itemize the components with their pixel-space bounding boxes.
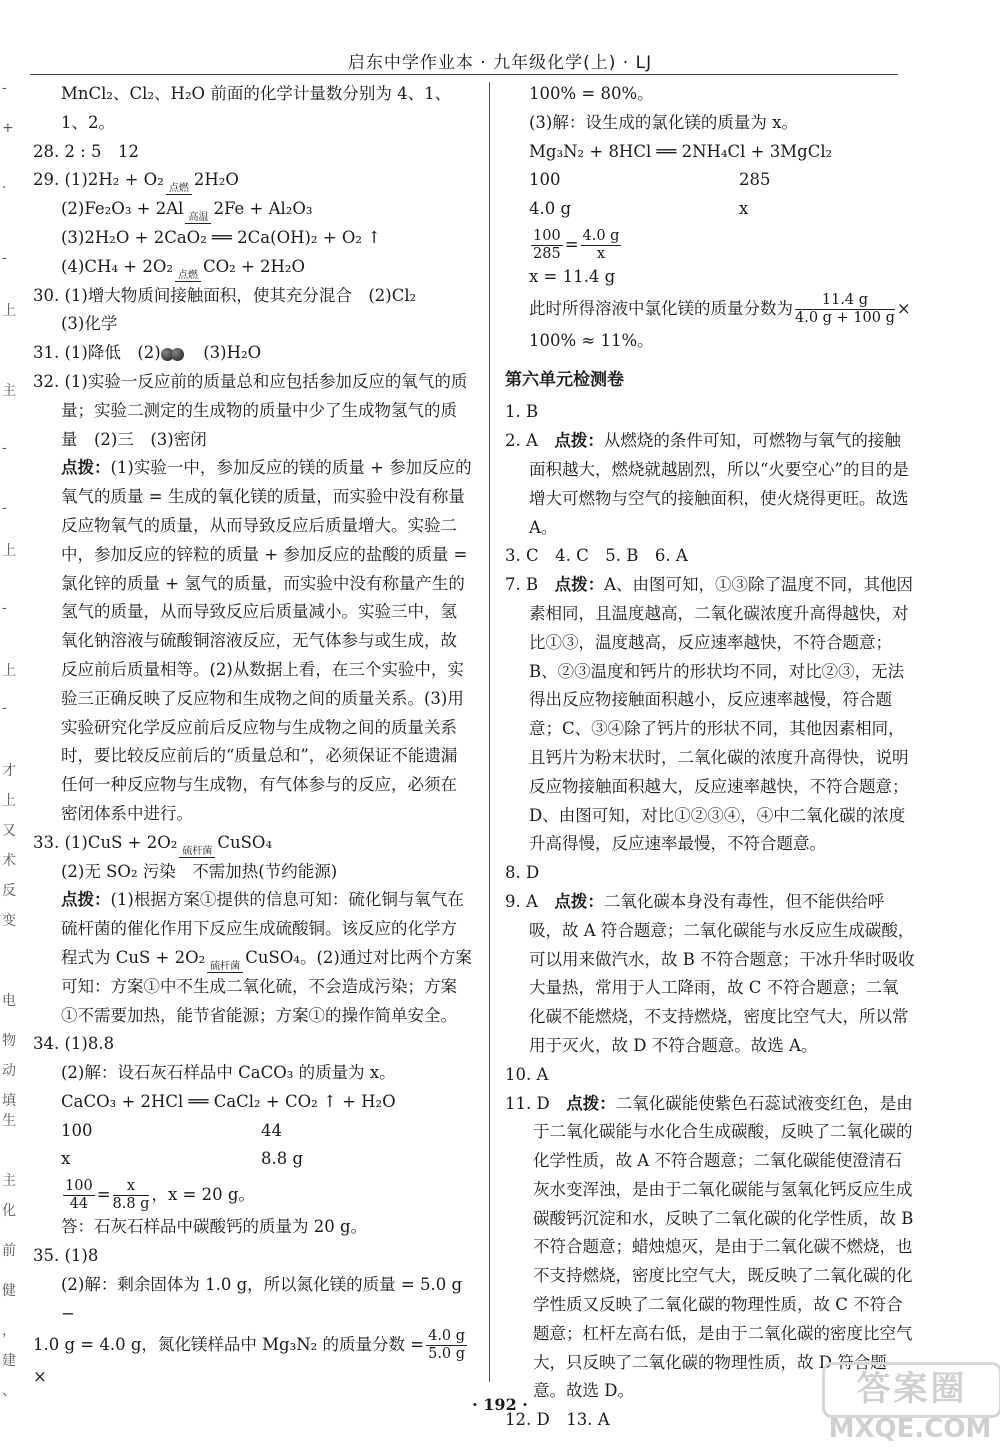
answer-10: 10. A	[505, 1064, 549, 1084]
denominator: 285	[533, 245, 561, 262]
watermark-logo	[822, 1362, 998, 1450]
answer-text: ×	[33, 1367, 47, 1387]
numerator: 4.0 g	[428, 1328, 466, 1345]
numerator: 100	[65, 1178, 93, 1195]
watermark-text: 答案圈	[822, 1362, 1000, 1418]
fraction	[113, 1178, 150, 1213]
denominator: x	[596, 245, 606, 262]
answer-key: 9. A	[505, 891, 555, 911]
edge-fragment: -	[2, 600, 7, 616]
answer-29-3: (3)2H₂O + 2CaO₂ ══ 2Ca(OH)₂ + O₂ ↑	[61, 227, 382, 247]
result-text: ，x = 20 g。	[151, 1185, 255, 1205]
answer-text: 此时所得溶液中氯化镁的质量分数为	[529, 298, 793, 318]
condition-label: 点燃	[175, 270, 201, 282]
answer-text: (3)H₂O	[186, 343, 262, 363]
edge-fragment: 又	[2, 823, 16, 839]
answer-35-2: (2)解：剩余固体为 1.0 g，所以氮化镁的质量 = 5.0 g −	[61, 1274, 463, 1323]
answer-3-6: 3. C 4. C 5. B 6. A	[505, 546, 688, 566]
answer-12-13: 12. D 13. A	[505, 1410, 610, 1430]
equation-text: 29. (1)2H₂ + O₂	[33, 170, 164, 190]
calc-row	[33, 1117, 473, 1146]
calc-cell: x	[61, 1149, 71, 1169]
answer-29-1	[33, 166, 473, 195]
header-rule	[30, 74, 898, 75]
edge-fragment: -	[2, 440, 7, 456]
equation-35: Mg₃N₂ + 8HCl ══ 2NH₄Cl + 3MgCl₂	[529, 141, 833, 161]
percent-result: 100% ≈ 11%。	[529, 330, 654, 350]
edge-fragment: +	[2, 120, 14, 136]
edge-fragment: 主	[2, 383, 16, 399]
fraction	[426, 1328, 467, 1363]
percent-line	[505, 292, 915, 327]
edge-fragment: 上	[2, 663, 16, 679]
condition-label: 高温	[185, 212, 211, 224]
edge-fragment: -	[2, 250, 7, 266]
result-line: x = 11.4 g	[529, 266, 616, 286]
hint-text: 二氧化碳本身没有毒性，但不能供给呼吸，故 A 符合题意；二氧化碳能与水反应生成碳酸，可以用来做汽水，故 B 不符合题意；干冰升华时吸收大量热，常用于人工降雨，故 C 不符合题意；二氧化碳不能燃烧，不支持燃烧，密度比空气大，所以常用于灭火，故 D 不符合题意。故选 A。	[529, 891, 915, 1055]
edge-fragment: 才	[2, 763, 16, 779]
equation-text: 2Fe + Al₂O₃	[213, 199, 313, 219]
reaction-condition	[207, 961, 243, 973]
numerator: 4.0 g	[582, 227, 620, 244]
numerator: x	[113, 1178, 150, 1196]
answer-34-conclusion: 答：石灰石样品中碳酸钙的质量为 20 g。	[61, 1217, 368, 1237]
reaction-condition	[175, 270, 201, 282]
hint-label: 点拨：	[61, 890, 111, 910]
answer-key: 7. B	[505, 575, 555, 595]
text-line: (3)解：设生成的氯化镁的质量为 x。	[529, 112, 798, 132]
answer-key: 11. D	[505, 1093, 567, 1113]
answer-33-2: (2)无 SO₂ 污染 不需加热(节约能源)	[61, 861, 338, 881]
hint-text: 从燃烧的条件可知，可燃物与氧气的接触面积越大，燃烧就越剧烈，所以“火要空心”的目的是增大可燃物与空气的接触面积，使火烧得更旺。故选 A。	[529, 431, 909, 537]
answer-35-1: 35. (1)8	[33, 1246, 99, 1266]
proportion-35: $\frac{100}{285}$ = $\frac{4.0 g}{x}$	[533, 227, 620, 262]
calc-cell: 44	[261, 1120, 282, 1140]
hint-33	[33, 886, 473, 1030]
answer-text: 1.0 g = 4.0 g，氮化镁样品中 Mg₃N₂ 的质量分数 =	[33, 1335, 425, 1355]
page-header: 启东中学作业本 · 九年级化学(上) · LJ	[347, 53, 653, 73]
answer-28: 28. 2 : 5 12	[33, 141, 140, 161]
edge-fragment: 、	[2, 1383, 16, 1399]
fraction	[581, 228, 622, 263]
answer-30: 30. (1)增大物质间接触面积，使其充分混合 (2)Cl₂	[33, 285, 417, 305]
denominator: 44	[69, 1196, 89, 1213]
edge-fragment: 填	[2, 1093, 16, 1109]
hint-text: (1)实验一中，参加反应的镁的质量 + 参加反应的氧气的质量 = 生成的氧化镁的质量，而实验中没有称量反应物氧气的质量，从而导致反应后质量增大。实验二中，参加反应的锌粒的质量 + 参加反应的盐酸的质量 = 氯化锌的质量 + 氢气的质量，而实验中没有称量产生的氢气的质量，从而导致反应后质量减小。实验三中，氢氧化钠溶液与硫酸铜溶液反应，无气体参与或生成，故反应前后质量相等。(2)从数据上看，在三个实验中，实验三正确反映了反应物和生成物之间的质量关系。(3)用实验研究化学反应前后反应物与生成物之间的质量关系时，要比较反应前后的“质量总和”，必须保证不能遗漏任何一种反应物与生成物，有气体参与的反应，必须在密闭体系中进行。	[61, 458, 472, 823]
denominator: 4.0 g + 100 g	[795, 309, 895, 326]
hint-text: CuSO₄。(2)通过对比两个方案可知：方案①中不生成二氧化硫，不会造成污染；方案①不需要加热，能节省能源；方案①的操作简单安全。	[61, 947, 472, 1025]
answer-text: 31. (1)降低 (2)	[33, 343, 161, 363]
hint-label: 点拨：	[61, 458, 111, 478]
calc-row	[505, 166, 915, 195]
edge-fragment: 术	[2, 853, 16, 869]
answer-key: 2. A	[505, 431, 555, 451]
denominator: 5.0 g	[428, 1346, 466, 1363]
fraction	[63, 1178, 95, 1213]
edge-fragment: 电	[2, 993, 16, 1009]
calc-cell: 285	[739, 170, 771, 190]
edge-fragment: 上	[2, 303, 16, 319]
hint-text: A、由图可知，①③除了温度不同，其他因素相同，且温度越高，二氧化碳浓度升高得越快，对比①③，温度越高，反应速率越快，不符合题意；B、②③温度和钙片的形状均不同，对比②③，无法得出反应物接触面积越小，反应速率越慢，符合题意；C、③④除了钙片的形状不同，其他因素相同，且钙片为粉末状时，二氧化碳的浓度升高得快，说明反应物接触面积越大，反应速率越快，不符合题意；D、由图可知，对比①②③④，④中二氧化碳的浓度升高得慢，反应速率最慢，不符合题意。	[529, 575, 914, 854]
equation-text: 2H₂O	[193, 170, 239, 190]
hint-text: (1)根据方案①提供的信息可知：硫化铜与氧气在硫杆菌的催化作用下反应生成硫酸铜。该反应的化学方程式为 CuS + 2O₂	[61, 890, 464, 967]
edge-fragment: 反	[2, 883, 16, 899]
page-number: · 192 ·	[472, 1395, 528, 1414]
edge-fragment: -	[2, 700, 7, 716]
equation-text: (4)CH₄ + 2O₂	[61, 256, 173, 276]
answer-30-3: (3)化学	[61, 314, 118, 334]
fraction	[795, 292, 895, 327]
hint-text: 二氧化碳能使紫色石蕊试液变红色，是由于二氧化碳能与水化合生成碳酸，反映了二氧化碳的化学性质，故 A 不符合题意；二氧化碳能使澄清石灰水变浑浊，是由于二氧化碳能与氢氧化钙反应生成碳酸钙沉淀和水，反映了二氧化碳的化学性质，故 B 不符合题意；蜡烛熄灭，是由于二氧化碳不燃烧，也不支持燃烧，密度比空气大，既反映了二氧化碳的化学性质又反映了二氧化碳的物理性质，故 C 不符合题意；杠杆左高右低，是由于二氧化碳的密度比空气大，只反映了二氧化碳的物理性质，故 D 符合题意。故选 D。	[533, 1093, 914, 1401]
calc-cell: 100	[529, 170, 561, 190]
calc-row	[505, 195, 915, 224]
answer-7	[505, 571, 915, 859]
calc-cell: 100	[61, 1120, 93, 1140]
answer-text: ×	[896, 298, 911, 318]
right-column	[505, 80, 915, 1435]
edge-fragment: 上	[2, 793, 16, 809]
edge-fragment: 主	[2, 1173, 16, 1189]
answer-33-1	[33, 829, 473, 858]
edge-fragment: 物	[2, 1033, 16, 1049]
equation-text: CuSO₄	[217, 832, 273, 852]
column-divider	[489, 82, 490, 1382]
condition-label: 硫杆菌	[207, 961, 243, 973]
calc-cell: 4.0 g	[529, 199, 572, 219]
edge-fragment: 动	[2, 1063, 16, 1079]
edge-fragment: 变	[2, 913, 16, 929]
hint-label: 点拨：	[566, 1093, 616, 1113]
answer-1: 1. B	[505, 402, 539, 422]
answer-2	[505, 427, 915, 542]
equation-text: 33. (1)CuS + 2O₂	[33, 832, 178, 852]
answer-32: 32. (1)实验一反应前的质量总和应包括参加反应的氧气的质量；实验二测定的生成物的质量中少了生成物氢气的质量 (2)三 (3)密闭	[33, 371, 468, 449]
numerator: 100	[533, 227, 561, 244]
reaction-condition	[179, 846, 215, 858]
equation-34: CaCO₃ + 2HCl ══ CaCl₂ + CO₂ ↑ + H₂O	[61, 1091, 396, 1111]
answer-29-4	[33, 253, 473, 282]
answer-9	[505, 888, 915, 1061]
edge-fragment: 前	[2, 1243, 16, 1259]
edge-fragment: 建	[2, 1353, 16, 1369]
edge-fragment: -	[2, 500, 7, 516]
calc-cell: 8.8 g	[261, 1149, 304, 1169]
hint-label: 点拨：	[554, 431, 604, 451]
answer-35-3	[33, 1328, 473, 1392]
edge-fragment: 上	[2, 543, 16, 559]
hint-label: 点拨：	[554, 891, 604, 911]
edge-fragment: 健	[2, 1283, 16, 1299]
condition-label: 点燃	[166, 183, 192, 195]
answer-11	[505, 1090, 915, 1407]
section-title: 第六单元检测卷	[505, 369, 624, 390]
proportion-34: $\frac{100}{44}$ = $\frac{x}{8.8 g}$ ，x = 20 g。	[65, 1178, 255, 1213]
answer-29-2	[33, 195, 473, 224]
edge-fragment: 化	[2, 1203, 16, 1219]
calc-row	[33, 1145, 473, 1174]
molecule-icon	[161, 346, 187, 362]
edge-fragment: -	[2, 80, 7, 96]
answer-34-1: 34. (1)8.8	[33, 1034, 115, 1054]
denominator: 8.8 g	[112, 1196, 150, 1213]
condition-label: 硫杆菌	[179, 846, 215, 858]
edge-fragment: 生	[2, 1113, 16, 1129]
answer-8: 8. D	[505, 863, 540, 883]
equation-text: (2)Fe₂O₃ + 2Al	[61, 199, 184, 219]
calc-cell: x	[739, 199, 749, 219]
text-line: 100% = 80%。	[529, 84, 654, 103]
hint-32	[33, 454, 473, 828]
reaction-condition	[166, 183, 192, 195]
answer-34-2: (2)解：设石灰石样品中 CaCO₃ 的质量为 x。	[61, 1063, 396, 1083]
reaction-condition	[185, 212, 211, 224]
numerator: 11.4 g	[795, 292, 895, 310]
fraction	[531, 228, 563, 263]
answer-31	[33, 339, 473, 368]
edge-fragment: ，	[2, 1323, 16, 1339]
hint-label: 点拨：	[554, 575, 605, 595]
left-column	[33, 80, 473, 1392]
edge-fragment: ·	[2, 180, 7, 196]
text-line: MnCl₂、Cl₂、H₂O 前面的化学计量数分别为 4、1、1、2。	[61, 84, 452, 132]
equation-text: CO₂ + 2H₂O	[202, 256, 306, 276]
watermark-url: MXQE.COM	[828, 1414, 992, 1444]
